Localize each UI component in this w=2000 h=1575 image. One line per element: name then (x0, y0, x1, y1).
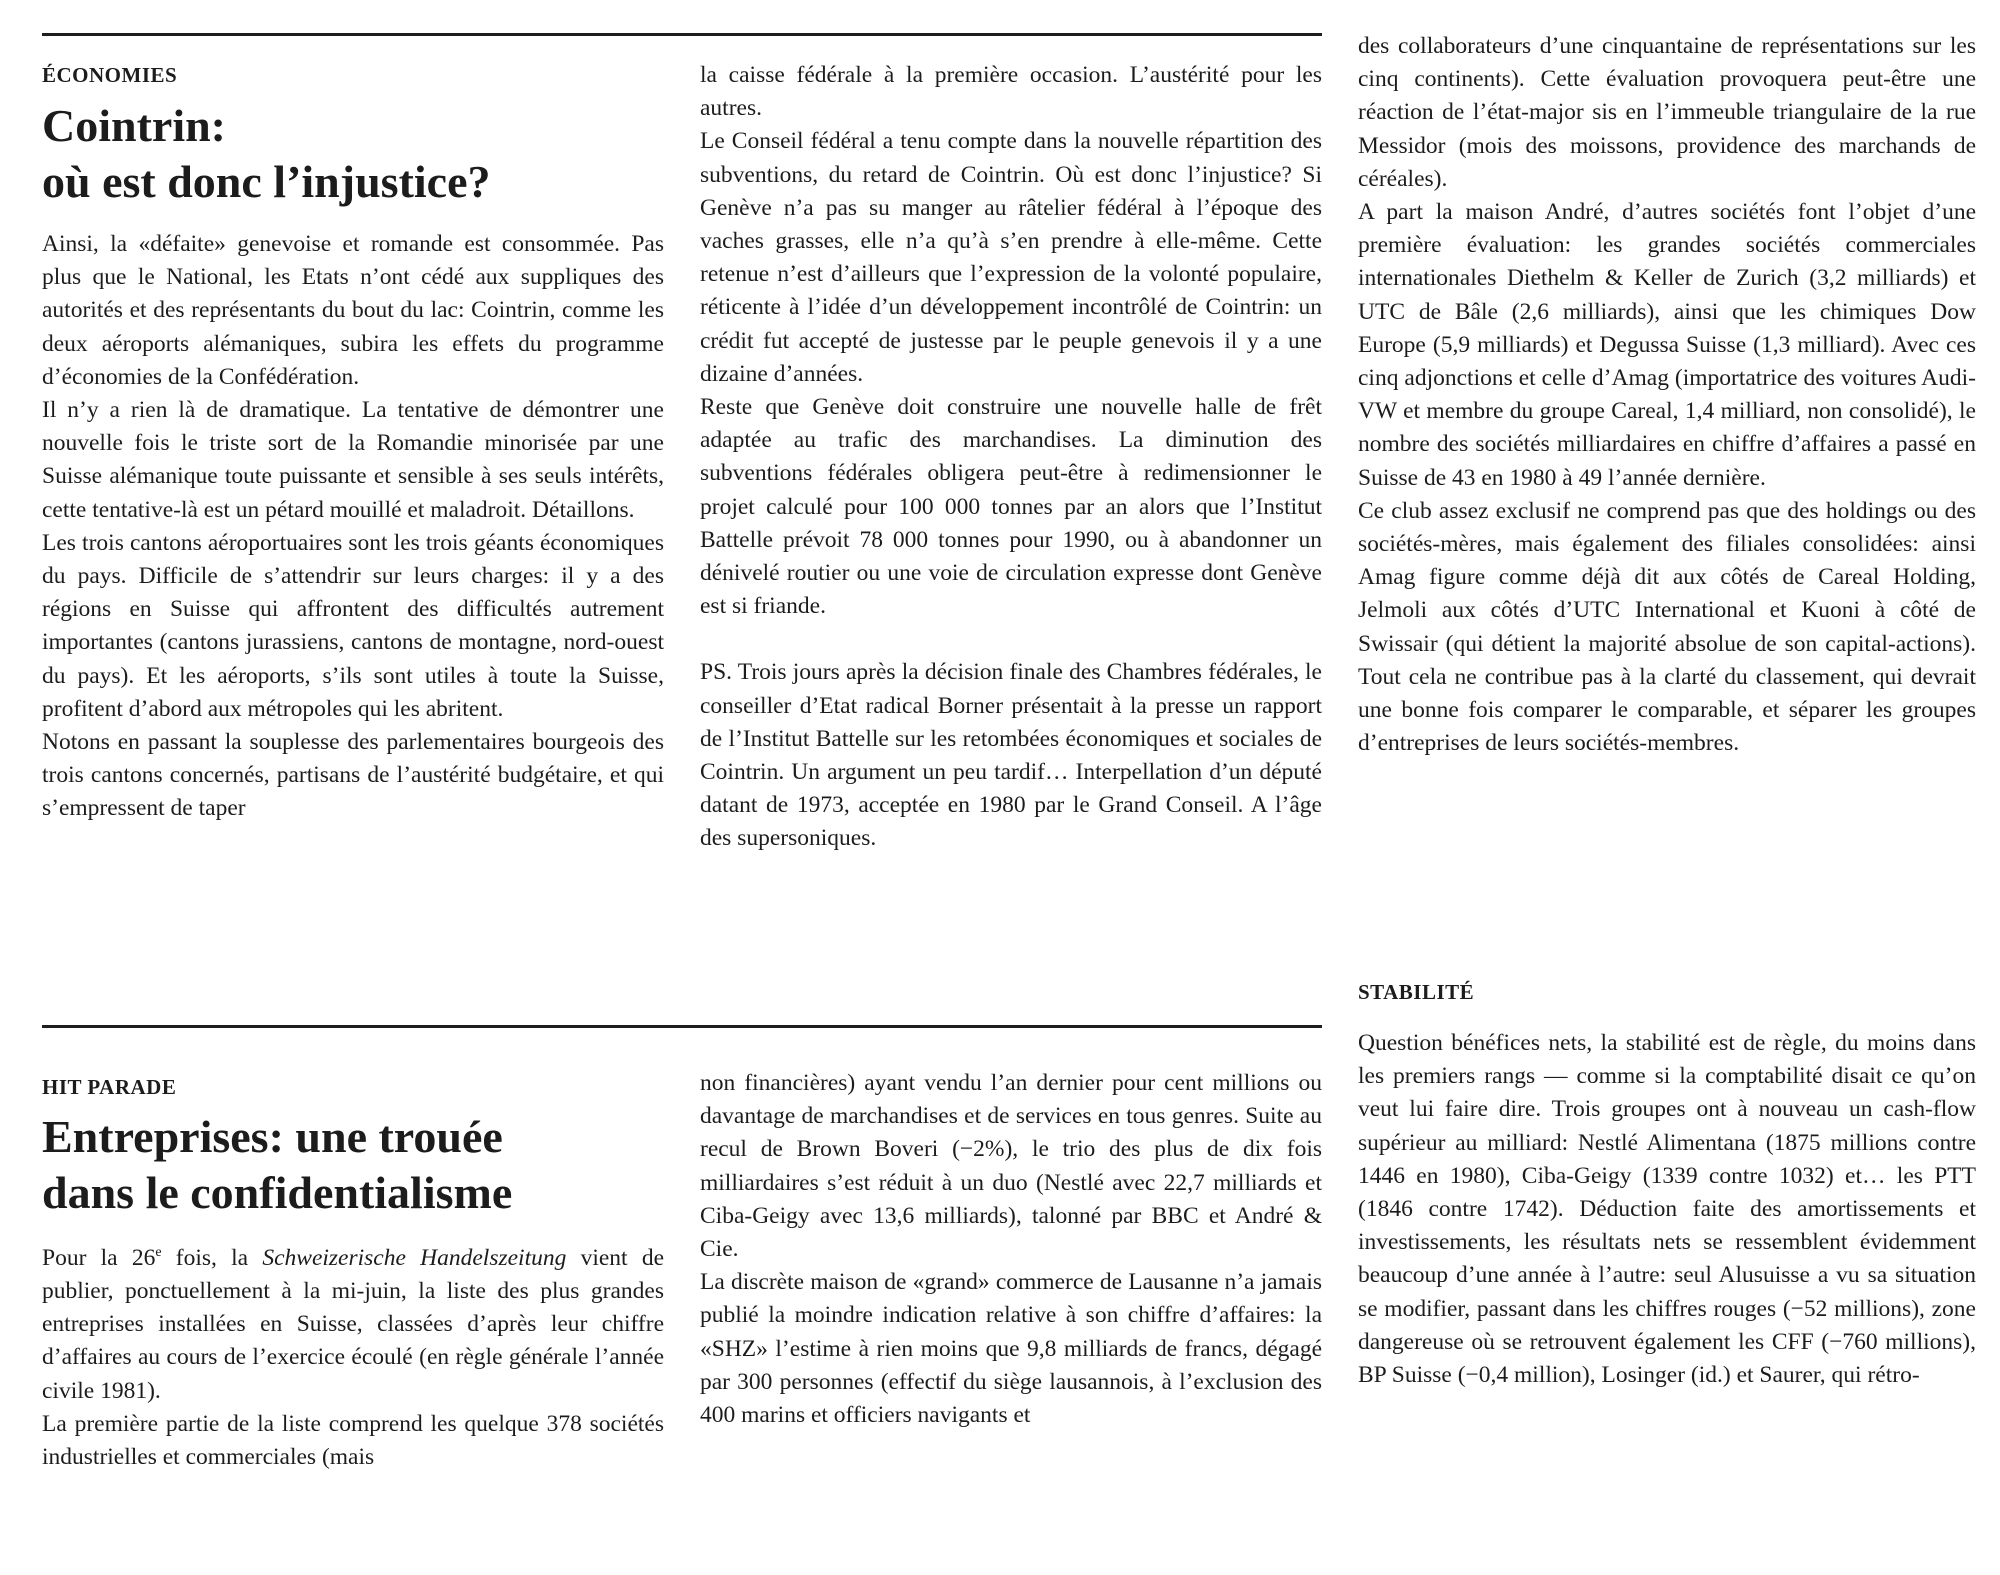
article2-paragraph: Ce club assez exclusif ne comprend pas que des holdings ou des sociétés-mères, mais également des filiales consolidées: ainsi Amag figure comme déjà dit aux côtés de Careal Holding, Jelmoli aux côtés d’UTC International et Kuoni à côté de Swissair (qui détient la majorité absolue de son capital-actions). Tout cela ne contribue pas à la clarté du classement, qui devrait une bonne fois comparer le comparable, et séparer les groupes d’entreprises de leurs sociétés-membres. (1358, 497, 1976, 757)
article2-kicker: HIT PARADE (42, 1075, 177, 1099)
article1-column2 (700, 59, 1322, 856)
intro-rest: vient de publier, ponctuellement à la mi-juin, la liste des plus grandes entreprises installées en Suisse, classées d’après leur chiffre d’affaires au cours de l’exercice écoulé (en règle générale l’année civile 1981). (42, 1244, 664, 1404)
article2-headline-line1: Entreprises: une trouée (42, 1111, 503, 1162)
article2-column2 (700, 1067, 1322, 1432)
article1-paragraph: Les trois cantons aéroportuaires sont les trois géants économiques du pays. Difficile de s’attendrir sur leurs charges: il y a des régions en Suisse qui affrontent des difficultés autrement importantes (cantons jurassiens, cantons de montagne, nord-ouest du pays). Et les aéroports, s’ils sont utiles à toute la Suisse, profitent d’abord aux métropoles qui les abritent. (42, 529, 664, 722)
article1-headline-line2: où est donc l’injustice? (42, 156, 491, 207)
stability-text (1358, 1027, 1976, 1392)
article1-postscript: PS. Trois jours après la décision finale des Chambres fédérales, le conseiller d’Etat radical Borner présentait à la presse un rapport de l’Institut Battelle sur les retombées économiques et sociales de Cointrin. Un argument un peu tardif… Interpellation d’un député datant de 1973, acceptée en 1980 par le Grand Conseil. A l’âge des supersoniques. (700, 659, 1322, 852)
article1-paragraph: Notons en passant la souplesse des parlementaires bourgeois des trois cantons concernés, partisans de l’austérité budgétaire, et qui s’empressent de taper (42, 729, 664, 822)
article1-headline (42, 98, 682, 210)
article2-paragraph: A part la maison André, d’autres sociétés font l’objet d’une première évaluation: les grandes sociétés commerciales internationales Diethelm & Keller de Zurich (3,2 milliards) et UTC de Bâle (2,6 milliards), ainsi que les chimiques Dow Europe (5,9 milliards) et Degussa Suisse (1,3 milliard). Avec ces cinq adjonctions et celle d’Amag (importatrice des voitures Audi-VW et membre du groupe Careal, 1,4 milliard, non consolidé), le nombre des sociétés milliardaires en chiffre d’affaires a passé en Suisse de 43 en 1980 à 49 l’année dernière. (1358, 199, 1976, 491)
article2-headline (42, 1109, 682, 1221)
intro-prefix: Pour la 26 (42, 1244, 156, 1271)
intro-superscript: e (155, 1245, 162, 1260)
stability-paragraph: Question bénéfices nets, la stabilité est de règle, du moins dans les premiers rangs — comme si la comptabilité disait ce qu’on veut lui faire dire. Trois groupes ont à nouveau un cash-flow supérieur au milliard: Nestlé Alimentana (1875 millions contre 1446 en 1980), Ciba-Geigy (1339 contre 1032) et… les PTT (1846 contre 1742). Déduction faite des amortissements et investissements, les résultats nets se ressemblent évidemment beaucoup d’une année à l’autre: seul Alusuisse a vu sa situation se modifier, passant dans les chiffres rouges (−52 millions), zone dangereuse où se retrouvent également les CFF (−760 millions), BP Suisse (−0,4 million), Losinger (id.) et Saurer, qui rétro- (1358, 1030, 1976, 1389)
article2-column1 (42, 1236, 664, 1474)
article1-paragraph: Le Conseil fédéral a tenu compte dans la nouvelle répartition des subventions, du retard de Cointrin. Où est donc l’injustice? Si Genève n’a pas su manger au râtelier fédéral à l’époque des vaches grasses, elle n’a qu’à s’en prendre à elle-même. Cette retenue n’est d’ailleurs que l’expression de la volonté populaire, réticente à l’idée d’un développement incontrôlé de Cointrin: un crédit fut accepté de justesse par le peuple genevois il y a une dizaine d’années. (700, 128, 1322, 387)
intro-mid: fois, la (161, 1244, 263, 1271)
article2-paragraph: des collaborateurs d’une cinquantaine de représentations sur les cinq continents). Cette évaluation provoquera peut-être une réaction de l’état-major sis en l’immeuble triangulaire de la rue Messidor (mois des moissons, providence des marchands de céréales). (1358, 33, 1976, 192)
article1-paragraph: la caisse fédérale à la première occasion. L’austérité pour les autres. (700, 62, 1322, 122)
publication-name: Schweizerische Handelszeitung (262, 1244, 567, 1271)
article2-paragraph: La discrète maison de «grand» commerce de Lausanne n’a jamais publié la moindre indication relative à son chiffre d’affaires: la «SHZ» l’estime à rien moins que 9,8 milliards de francs, dégagé par 300 personnes (effectif du siège lausannois, à l’exclusion des 400 marins et officiers navigants et (700, 1269, 1322, 1429)
article1-paragraph: Ainsi, la «défaite» genevoise et romande est consommée. Pas plus que le National, les Etats n’ont cédé aux suppliques des autorités et des représentants du bout du lac: Cointrin, comme les deux aéroports alémaniques, subira les effets du programme d’économies de la Confédération. (42, 231, 664, 390)
article1-column1 (42, 228, 664, 826)
article1-paragraph: Reste que Genève doit construire une nouvelle halle de frêt adaptée au trafic des marchandises. La diminution des subventions fédérales obligera peut-être à redimensionner le projet calculé pour 100 000 tonnes par an alors que l’Institut Battelle prévoit 78 000 tonnes pour 1990, ou à abandonner un dénivelé routier ou une voie de circulation expresse dont Genève est si friande. (700, 394, 1322, 620)
middle-rule (42, 1025, 1322, 1028)
article2-intro (42, 1236, 664, 1408)
article1-headline-line1: Cointrin: (42, 100, 226, 151)
article2-column3 (1358, 30, 1976, 760)
paragraph-gap (700, 623, 1322, 656)
article1-paragraph: Il n’y a rien là de dramatique. La tentative de démontrer une nouvelle fois le triste sort de la Romandie minorisée par une Suisse alémanique toute puissante et sensible à ses seuls intérêts, cette tentative-là est un pétard mouillé et maladroit. Détaillons. (42, 397, 664, 523)
article2-paragraph: La première partie de la liste comprend les quelque 378 sociétés industrielles et commerciales (mais (42, 1410, 664, 1471)
top-rule (42, 33, 1322, 36)
article1-kicker: ÉCONOMIES (42, 63, 178, 87)
article2-paragraph: non financières) ayant vendu l’an dernier pour cent millions ou davantage de marchandises et de services en tous genres. Suite au recul de Brown Boveri (−2%), le trio des plus de dix fois milliardaires s’est réduit à un duo (Nestlé avec 22,7 milliards et Ciba-Geigy avec 13,6 milliards), talonné par BBC et André & Cie. (700, 1070, 1322, 1263)
article2-headline-line2: dans le confidentialisme (42, 1167, 513, 1218)
stability-subheading: STABILITÉ (1358, 980, 1475, 1004)
